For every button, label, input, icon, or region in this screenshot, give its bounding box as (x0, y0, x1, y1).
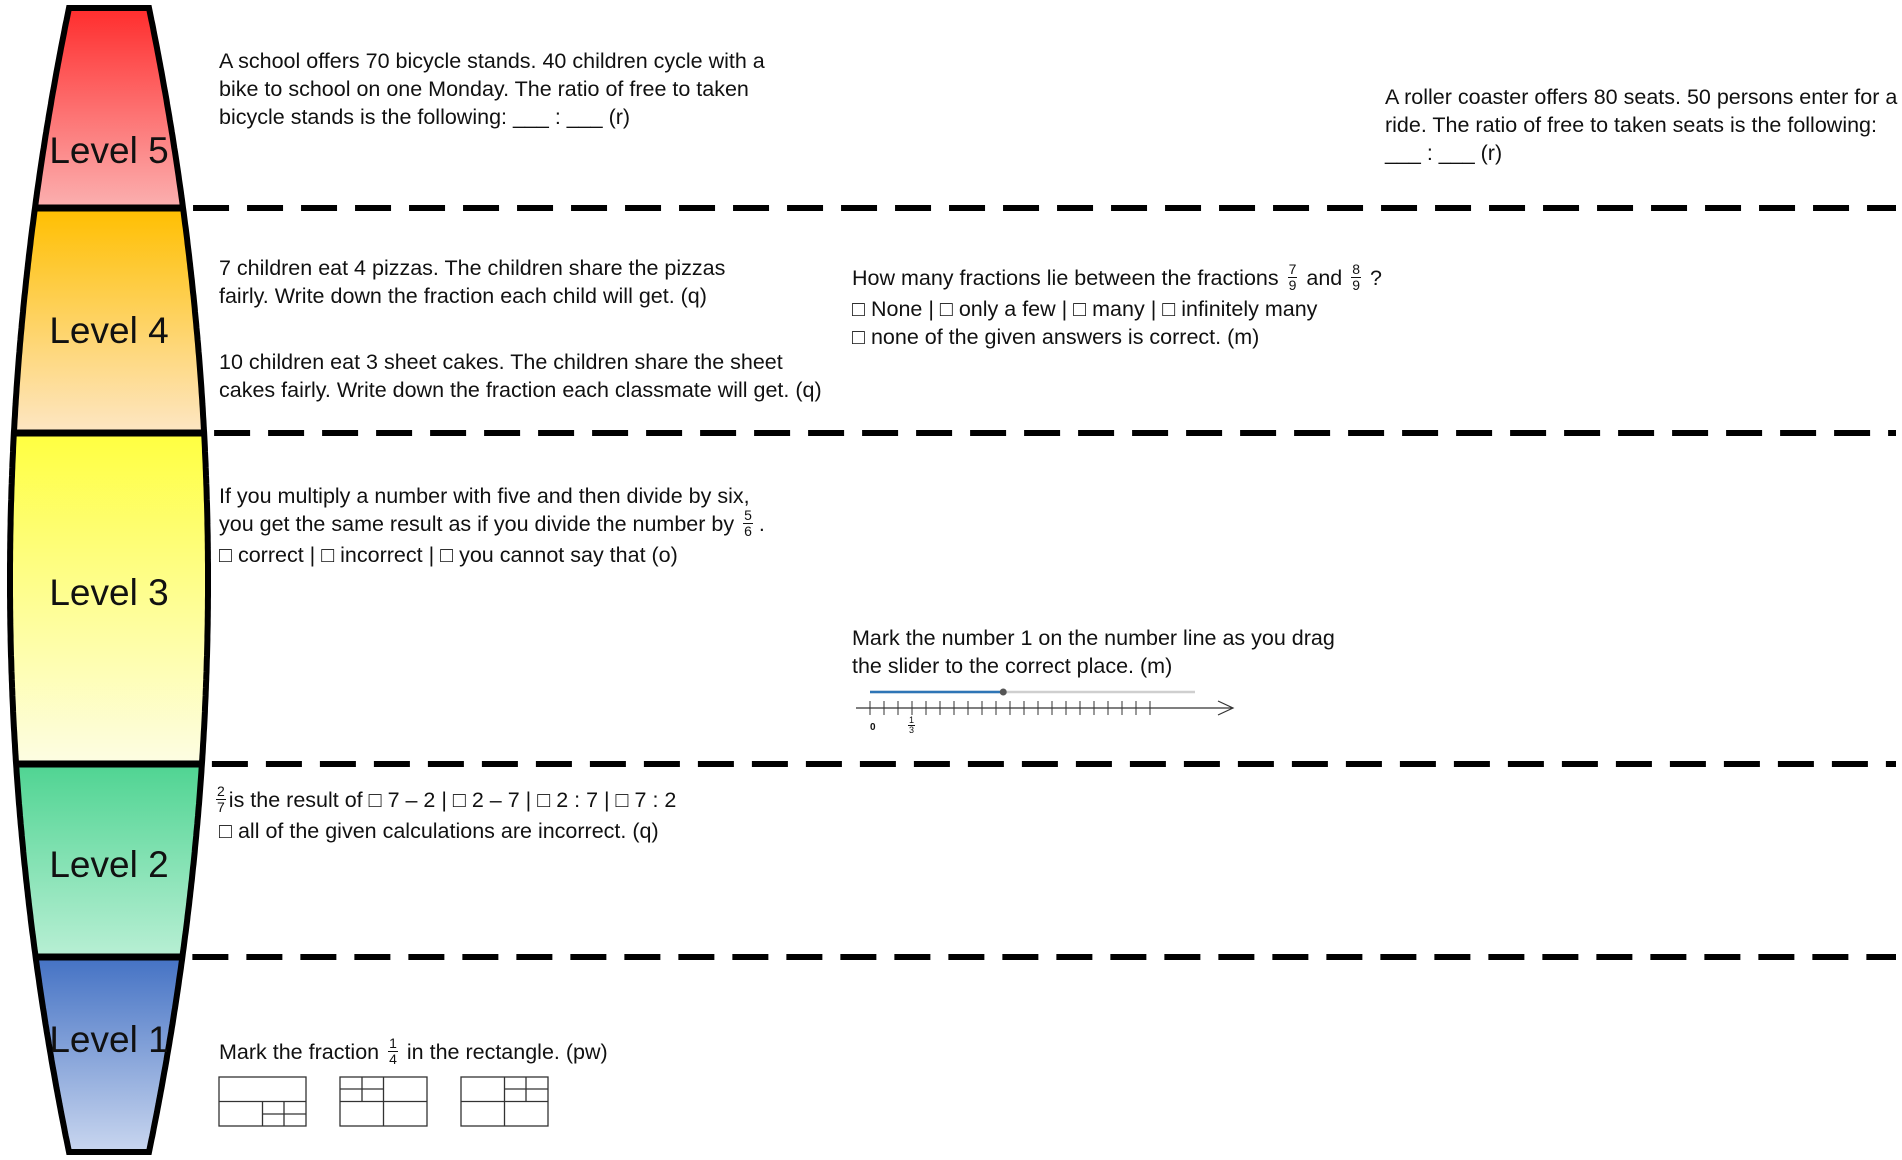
fraction-denominator: 7 (217, 799, 225, 815)
fraction-2-7 (216, 784, 226, 815)
fraction-numerator: 1 (909, 715, 915, 725)
task-text: How many fractions lie between the fractions (852, 266, 1279, 291)
level-segment-5 (35, 8, 183, 208)
task-line: If you multiply a number with five and then divide by six, (219, 484, 750, 508)
task-text: in the rectangle. (pw) (406, 1040, 608, 1065)
task-level4-pizzas (219, 254, 725, 310)
fraction-denominator: 3 (909, 725, 915, 735)
task-line: 7 children eat 4 pizzas. The children share the pizzas (219, 256, 726, 280)
task-line: □ all of the given calculations are incorrect. (q) (219, 819, 659, 843)
fraction-denominator: 9 (1288, 277, 1297, 293)
task-line: the slider to the correct place. (m) (852, 654, 1173, 678)
task-level1-mark-fraction (219, 1035, 608, 1069)
fraction-numerator: 8 (1352, 261, 1361, 277)
task-line: bike to school on one Monday. The ratio of free to taken (219, 77, 749, 101)
task-line: fairly. Write down the fraction each child will get. (q) (219, 284, 707, 308)
fraction-1-4 (388, 1036, 398, 1067)
task-line: cakes fairly. Write down the fraction each classmate will get. (q) (219, 378, 822, 402)
task-line (219, 507, 765, 541)
task-line: ___ : ___ (r) (1385, 141, 1503, 165)
answer-options: □ correct | □ incorrect | □ you cannot say that (o) (219, 543, 678, 567)
task-line: A roller coaster offers 80 seats. 50 persons enter for a (1385, 85, 1898, 109)
fraction-7-9 (1288, 262, 1298, 293)
answer-options: □ None | □ only a few | □ many | □ infinitely many (852, 297, 1318, 321)
task-line: ride. The ratio of free to taken seats is the following: (1385, 113, 1877, 137)
task-level4-sheet-cakes (219, 348, 822, 404)
fraction-numerator: 7 (1288, 261, 1297, 277)
rectangle-option-2[interactable] (340, 1077, 427, 1126)
task-line: Mark the number 1 on the number line as you drag (852, 626, 1335, 650)
fraction-numerator: 2 (217, 783, 225, 799)
task-line (852, 261, 1382, 295)
task-line: A school offers 70 bicycle stands. 40 children cycle with a (219, 49, 765, 73)
level-4-label: Level 4 (49, 310, 169, 351)
fraction-8-9 (1351, 262, 1361, 293)
fraction-numerator: 1 (389, 1035, 397, 1051)
task-level3-number-line (852, 624, 1335, 680)
answer-options: is the result of □ 7 – 2 | □ 2 – 7 | □ 2 : 7 | □ 7 : 2 (228, 788, 677, 813)
number-line-label-0: 0 (870, 722, 876, 733)
level-2-label: Level 2 (49, 844, 169, 885)
task-level5-roller-coaster (1385, 83, 1897, 167)
level-5-label: Level 5 (49, 130, 169, 171)
task-text: ? (1370, 266, 1382, 291)
task-line: bicycle stands is the following: ___ : ___ (r) (219, 105, 631, 129)
level-1-label: Level 1 (49, 1019, 169, 1060)
rectangle-option-3[interactable] (461, 1077, 548, 1126)
fraction-5-6 (743, 508, 753, 539)
task-line: □ none of the given answers is correct. (m) (852, 325, 1260, 349)
task-text: Mark the fraction (219, 1040, 380, 1065)
slider-handle[interactable] (1000, 689, 1007, 696)
task-line: 10 children eat 3 sheet cakes. The children share the sheet (219, 350, 783, 374)
task-level3-multiply-divide (219, 482, 765, 569)
task-text: . (758, 512, 765, 537)
rectangle-option-1[interactable] (219, 1077, 306, 1126)
task-level5-bicycle (219, 47, 765, 131)
task-text: and (1306, 266, 1343, 291)
fraction-denominator: 4 (389, 1051, 397, 1067)
fraction-numerator: 5 (744, 507, 752, 523)
task-line (216, 783, 677, 817)
fraction-denominator: 9 (1352, 277, 1361, 293)
level-3-label: Level 3 (49, 572, 169, 613)
number-line-axis (856, 701, 1233, 715)
task-text: you get the same result as if you divide the number by (219, 512, 735, 537)
number-line-label-one-third (908, 716, 915, 735)
fraction-denominator: 6 (744, 523, 752, 539)
task-level2-result-of (216, 783, 677, 845)
fraction-rectangles (214, 1070, 614, 1140)
task-level4-fractions-between (852, 261, 1382, 351)
